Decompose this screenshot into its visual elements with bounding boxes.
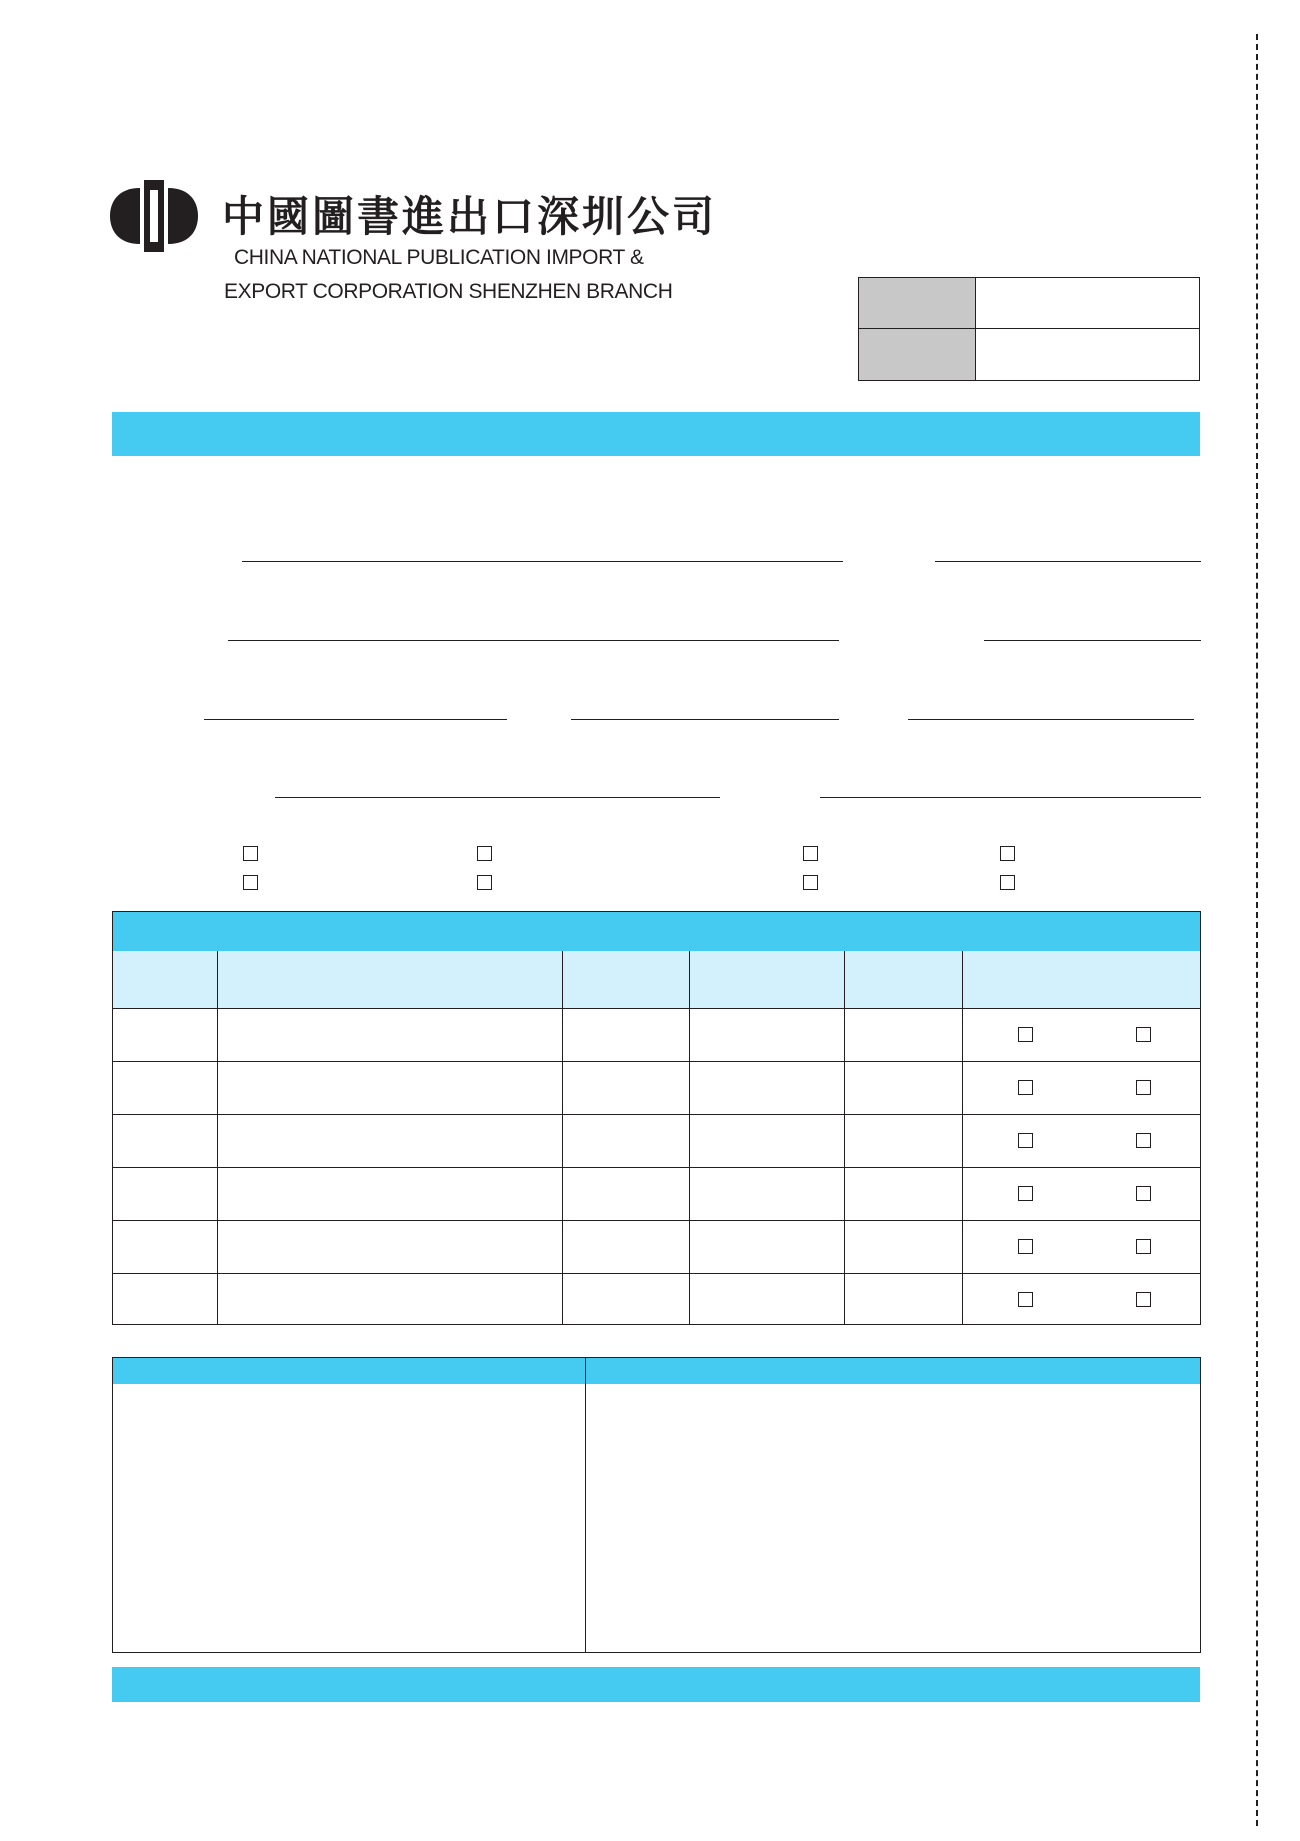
info-row-2 [859,329,1199,380]
form-line-4a[interactable] [275,797,720,798]
table-row-divider [113,1008,1200,1009]
info-row-1 [859,278,1199,329]
company-name-english-line2: EXPORT CORPORATION SHENZHEN BRANCH [224,280,673,303]
info-row-2-label [859,329,976,380]
table-row-3-check-a[interactable] [1018,1133,1033,1148]
table-row-divider [113,1061,1200,1062]
table-row-divider [113,1273,1200,1274]
form-line-4b[interactable] [820,797,1201,798]
option-checkbox-7[interactable] [803,875,818,890]
remarks-box [112,1357,1201,1653]
items-table-column-headers [113,951,1200,1008]
table-col-divider [562,951,563,1324]
table-row-4-check-a[interactable] [1018,1186,1033,1201]
footer-band [112,1667,1200,1702]
form-line-2b[interactable] [984,640,1201,641]
table-row-2-check-b[interactable] [1136,1080,1151,1095]
remarks-box-divider [585,1358,586,1652]
option-checkbox-3[interactable] [803,846,818,861]
table-row-4-check-b[interactable] [1136,1186,1151,1201]
table-row-3-check-b[interactable] [1136,1133,1151,1148]
form-line-1a[interactable] [242,561,843,562]
option-checkbox-4[interactable] [1000,846,1015,861]
table-col-divider [962,951,963,1324]
table-row-2-check-a[interactable] [1018,1080,1033,1095]
option-checkbox-1[interactable] [243,846,258,861]
reference-info-box [858,277,1200,381]
table-row-divider [113,1167,1200,1168]
option-checkbox-8[interactable] [1000,875,1015,890]
form-line-1b[interactable] [935,561,1201,562]
title-band [112,412,1200,456]
table-row-6-check-a[interactable] [1018,1292,1033,1307]
table-col-divider [217,951,218,1324]
option-checkbox-5[interactable] [243,875,258,890]
items-table [112,911,1201,1325]
form-line-2a[interactable] [228,640,839,641]
items-table-header [113,912,1200,951]
table-row-divider [113,1114,1200,1115]
option-checkbox-2[interactable] [477,846,492,861]
form-line-3c[interactable] [908,719,1194,720]
table-row-6-check-b[interactable] [1136,1292,1151,1307]
table-row-5-check-a[interactable] [1018,1239,1033,1254]
option-checkbox-6[interactable] [477,875,492,890]
table-row-5-check-b[interactable] [1136,1239,1151,1254]
info-row-1-label [859,278,976,328]
table-row-1-check-a[interactable] [1018,1027,1033,1042]
tear-off-dashed-line [1256,34,1258,1826]
form-line-3a[interactable] [204,719,507,720]
table-row-divider [113,1220,1200,1221]
form-line-3b[interactable] [571,719,839,720]
company-name-chinese: 中國圖書進出口深圳公司 [222,192,718,241]
table-col-divider [844,951,845,1324]
company-logo-mark [110,180,198,252]
company-name-english-line1: CHINA NATIONAL PUBLICATION IMPORT & [234,246,644,269]
table-col-divider [689,951,690,1324]
remarks-box-header [113,1358,1200,1384]
table-row-1-check-b[interactable] [1136,1027,1151,1042]
